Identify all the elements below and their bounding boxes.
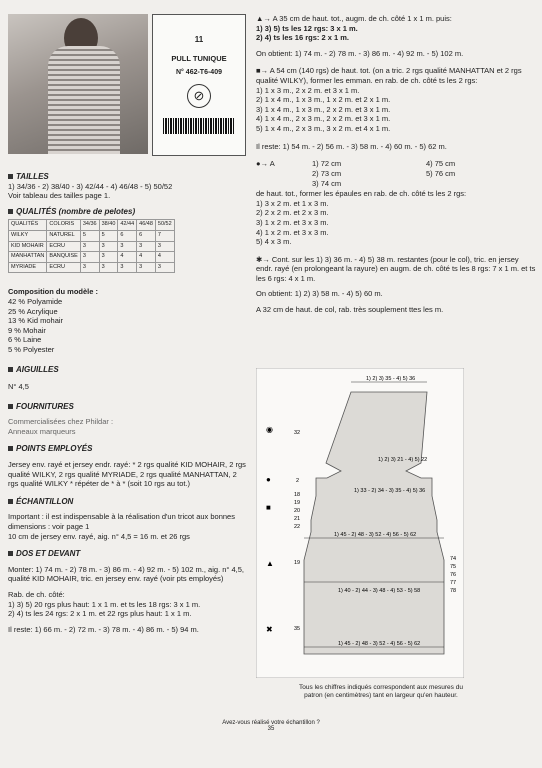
instruction-e-final: A 32 cm de haut. de col, rab. très souplement ttes les m. xyxy=(256,305,444,315)
pattern-info-box xyxy=(152,14,246,156)
points-text: Jersey env. rayé et jersey endr. rayé: * 2 rgs qualité KID MOHAIR, 2 rgs qualité WILKY, 2 rgs qualité MYRIADE, 2 rgs qualité MANHATTAN, 2 rgs qualité WILKY * répéter de * à * (soit 10 rgs au tot.) xyxy=(8,460,246,489)
table-cell: 3 xyxy=(80,262,99,273)
instruction-d-marker: ●→ A xyxy=(256,159,275,169)
dim-label-right: 76 xyxy=(450,572,457,578)
dim-label: 20 xyxy=(294,508,301,514)
instruction-d-line: 1) 3 x 2 m. et 1 x 3 m. xyxy=(256,198,329,208)
model-photo xyxy=(8,14,148,154)
dim-label: 35 xyxy=(294,626,301,632)
dim-hem: 1) 45 - 2) 48 - 3) 52 - 4) 56 - 5) 62 xyxy=(338,641,421,647)
instruction-d-line: 5) 4 x 3 m. xyxy=(256,237,292,247)
fournitures-heading: FOURNITURES xyxy=(8,402,248,412)
aiguilles-heading: AIGUILLES xyxy=(8,365,248,375)
dim-shoulder: 1) 33 - 2) 34 - 3) 35 - 4) 5) 36 xyxy=(354,488,426,494)
table-cell: 3 xyxy=(155,241,174,252)
instruction-a-result: On obtient: 1) 74 m. - 2) 78 m. - 3) 86 m. - 4) 92 m. - 5) 102 m. xyxy=(256,48,464,58)
echantillon-important: Important : il est indispensable à la réalisation d'un tricot aux bonnes dimensions : voir page 1 xyxy=(8,512,235,532)
barcode-icon xyxy=(163,118,235,134)
marker-triangle-icon: ▲ xyxy=(266,559,274,568)
instruction-a-line: 2) 4) ts les 16 rgs: 2 x 1 m. xyxy=(256,33,349,43)
table-cell: NATUREL xyxy=(47,230,80,241)
marker-circle-icon: ◉ xyxy=(266,425,273,434)
page-number: 35 xyxy=(267,726,275,732)
pattern-number: 11 xyxy=(194,35,204,44)
table-cell: 3 xyxy=(80,241,99,252)
instruction-b-line: 5) 1 x 4 m., 2 x 3 m., 3 x 2 m. et 4 x 1 m. xyxy=(256,123,391,133)
footer-text: Avez-vous réalisé votre échantillon ? xyxy=(222,720,320,726)
dim-waist: 1) 40 - 2) 44 - 3) 48 - 4) 53 - 5) 58 xyxy=(338,588,421,594)
composition-title: Composition du modèle : xyxy=(8,287,98,297)
dim-label: 19 xyxy=(294,500,301,506)
height-value: 5) 76 cm xyxy=(426,169,456,179)
composition-line: 5 % Polyester xyxy=(8,344,55,354)
dim-label: 21 xyxy=(294,516,301,522)
right-column xyxy=(256,14,536,315)
dos-cast-on: Monter: 1) 74 m. - 2) 78 m. - 3) 86 m. - 4) 92 m. - 5) 102 m., aig. n° 4,5, qualité KID MOHAIR, tric. en jersey env. rayé (voir pts employés) xyxy=(8,564,244,584)
echantillon-heading: ÉCHANTILLON xyxy=(8,497,248,507)
marker-dot-icon: ● xyxy=(266,475,271,484)
pattern-name: PULL TUNIQUE xyxy=(171,54,227,63)
tailles-note: Voir tableau des tailles page 1. xyxy=(8,191,111,201)
dim-label-right: 74 xyxy=(450,556,457,562)
table-cell: WILKY xyxy=(9,230,47,241)
table-cell: BANQUISE xyxy=(47,252,80,263)
composition-line: 25 % Acrylique xyxy=(8,306,58,316)
composition-line: 9 % Mohair xyxy=(8,325,46,335)
fournitures-line: Commercialisées chez Phildar : xyxy=(8,417,114,427)
instruction-a-line: 1) 3) 5) ts les 12 rgs: 3 x 1 m. xyxy=(256,23,358,33)
dim-label: 2 xyxy=(296,478,300,484)
echantillon-gauge: 10 cm de jersey env. rayé, aig. n° 4,5 = 16 m. et 26 rgs xyxy=(8,531,190,541)
table-header: 38/40 xyxy=(99,220,118,231)
tailles-sizes: 1) 34/36 - 2) 38/40 - 3) 42/44 - 4) 46/48 - 5) 50/52 xyxy=(8,181,173,191)
instruction-b-line: 1) 1 x 3 m., 2 x 2 m. et 3 x 1 m. xyxy=(256,85,360,95)
table-header: QUALITÉS xyxy=(9,220,47,231)
table-row xyxy=(9,252,175,263)
instruction-e-result: On obtient: 1) 2) 3) 58 m. - 4) 5) 60 m. xyxy=(256,289,383,299)
table-cell: ECRU xyxy=(47,262,80,273)
table-cell: 3 xyxy=(99,262,118,273)
table-cell: 4 xyxy=(155,252,174,263)
instruction-d: de haut. tot., former les épaules en rab. de ch. côté ts les 2 rgs: xyxy=(256,189,467,199)
table-cell: 3 xyxy=(118,262,137,273)
fournitures-line: Anneaux marqueurs xyxy=(8,426,76,436)
dim-label: 18 xyxy=(294,492,301,498)
height-value: 1) 72 cm xyxy=(312,159,342,169)
height-block xyxy=(256,159,536,189)
dim-label-right: 78 xyxy=(450,588,457,594)
table-cell: 3 xyxy=(137,262,156,273)
table-row xyxy=(9,262,175,273)
instruction-d-line: 3) 1 x 2 m. et 3 x 3 m. xyxy=(256,217,329,227)
dim-arm: 1) 45 - 2) 48 - 3) 52 - 4) 56 - 5) 62 xyxy=(334,532,417,538)
table-header: 46/48 xyxy=(137,220,156,231)
table-header: 34/36 xyxy=(80,220,99,231)
table-header: 50/52 xyxy=(155,220,174,231)
table-cell: 6 xyxy=(137,230,156,241)
qualites-heading: QUALITÉS (nombre de pelotes) xyxy=(8,207,248,217)
instruction-b-line: 2) 1 x 4 m., 1 x 3 m., 1 x 2 m. et 2 x 1 m. xyxy=(256,95,391,105)
qualites-table xyxy=(8,219,175,273)
left-column xyxy=(8,166,248,634)
model-sweater xyxy=(48,46,120,154)
composition-line: 42 % Polyamide xyxy=(8,296,63,306)
table-cell: MYRIADE xyxy=(9,262,47,273)
table-cell: 3 xyxy=(155,262,174,273)
dos-decrease-title: Rab. de ch. côté: xyxy=(8,590,65,599)
dim-label: 32 xyxy=(294,430,301,436)
instruction-b-line: 4) 1 x 4 m., 2 x 3 m., 2 x 2 m. et 3 x 1 m. xyxy=(256,114,391,124)
points-heading: POINTS EMPLOYÉS xyxy=(8,444,248,454)
table-cell: 3 xyxy=(137,241,156,252)
table-cell: MANHATTAN xyxy=(9,252,47,263)
height-value: 2) 73 cm xyxy=(312,169,342,179)
dim-top: 1) 2) 3) 35 - 4) 5) 36 xyxy=(366,376,416,382)
table-header: 42/44 xyxy=(118,220,137,231)
schematic-caption: Tous les chiffres indiqués correspondent aux mesures du patron (en centimètres) tant en largeur qu'en hauteur. xyxy=(299,684,463,699)
dos-heading: DOS ET DEVANT xyxy=(8,549,248,559)
dim-label: 19 xyxy=(294,560,301,566)
composition-line: 13 % Kid mohair xyxy=(8,316,64,326)
table-header-row xyxy=(9,220,175,231)
table-row xyxy=(9,241,175,252)
dim-label-right: 77 xyxy=(450,580,457,586)
table-cell: 5 xyxy=(99,230,118,241)
table-header: COLORIS xyxy=(47,220,80,231)
dim-neck: 1) 2) 3) 21 - 4) 5) 22 xyxy=(378,457,428,463)
table-cell: 4 xyxy=(118,252,137,263)
sweater-schematic xyxy=(256,368,464,678)
table-cell: KID MOHAIR xyxy=(9,241,47,252)
table-cell: 3 xyxy=(99,241,118,252)
table-cell: 3 xyxy=(99,252,118,263)
table-row xyxy=(9,230,175,241)
height-value: 3) 74 cm xyxy=(312,179,342,189)
instruction-e: ✱→ Cont. sur les 1) 3) 36 m. - 4) 5) 38 m. restantes (pour le col), tric. en jersey endr. rayé (en prolongeant la rayure) en augm. de ch. côté ts les 8 rgs: 7 x 1 m. et ts les 6 rgs: 4 x 1 m. xyxy=(256,254,536,283)
composition-line: 6 % Laine xyxy=(8,335,42,345)
instruction-a: ▲→ A 35 cm de haut. tot., augm. de ch. côté 1 x 1 m. puis: xyxy=(256,14,452,23)
instruction-b-line: 3) 1 x 4 m., 1 x 3 m., 2 x 2 m. et 3 x 1 m. xyxy=(256,104,391,114)
tailles-heading: TAILLES xyxy=(8,172,248,182)
yarn-ball-icon: ⊘ xyxy=(187,84,211,108)
marker-asterisk-icon: ✖ xyxy=(266,625,273,634)
instruction-b: ■→ A 54 cm (140 rgs) de haut. tot. (on a tric. 2 rgs qualité MANHATTAN et 2 rgs qualité WILKY), former les emman. en rab. de ch. côté ts les 2 rgs: xyxy=(256,66,522,85)
table-cell: 3 xyxy=(80,252,99,263)
height-value: 4) 75 cm xyxy=(426,159,456,169)
instruction-d-line: 4) 1 x 2 m. et 3 x 3 m. xyxy=(256,227,329,237)
aiguilles-text: N° 4,5 xyxy=(8,382,29,392)
table-cell: 5 xyxy=(80,230,99,241)
dos-decrease-line: 2) 4) ts les 24 rgs: 2 x 1 m. et 22 rgs plus haut: 1 x 1 m. xyxy=(8,609,192,619)
pattern-reference: N° 462-T6-409 xyxy=(176,69,222,76)
instruction-d-line: 2) 2 x 2 m. et 2 x 3 m. xyxy=(256,208,329,218)
table-cell: 3 xyxy=(118,241,137,252)
table-cell: 4 xyxy=(137,252,156,263)
dim-label: 22 xyxy=(294,524,301,530)
marker-square-icon: ■ xyxy=(266,503,271,512)
instruction-c: Il reste: 1) 54 m. - 2) 56 m. - 3) 58 m. - 4) 60 m. - 5) 62 m. xyxy=(256,141,447,151)
footer xyxy=(0,720,542,732)
dos-remaining: Il reste: 1) 66 m. - 2) 72 m. - 3) 78 m. - 4) 86 m. - 5) 94 m. xyxy=(8,624,199,634)
dos-decrease-line: 1) 3) 5) 20 rgs plus haut: 1 x 1 m. et ts les 18 rgs: 3 x 1 m. xyxy=(8,599,201,609)
table-cell: ECRU xyxy=(47,241,80,252)
dim-label-right: 75 xyxy=(450,564,457,570)
table-cell: 7 xyxy=(155,230,174,241)
table-cell: 6 xyxy=(118,230,137,241)
